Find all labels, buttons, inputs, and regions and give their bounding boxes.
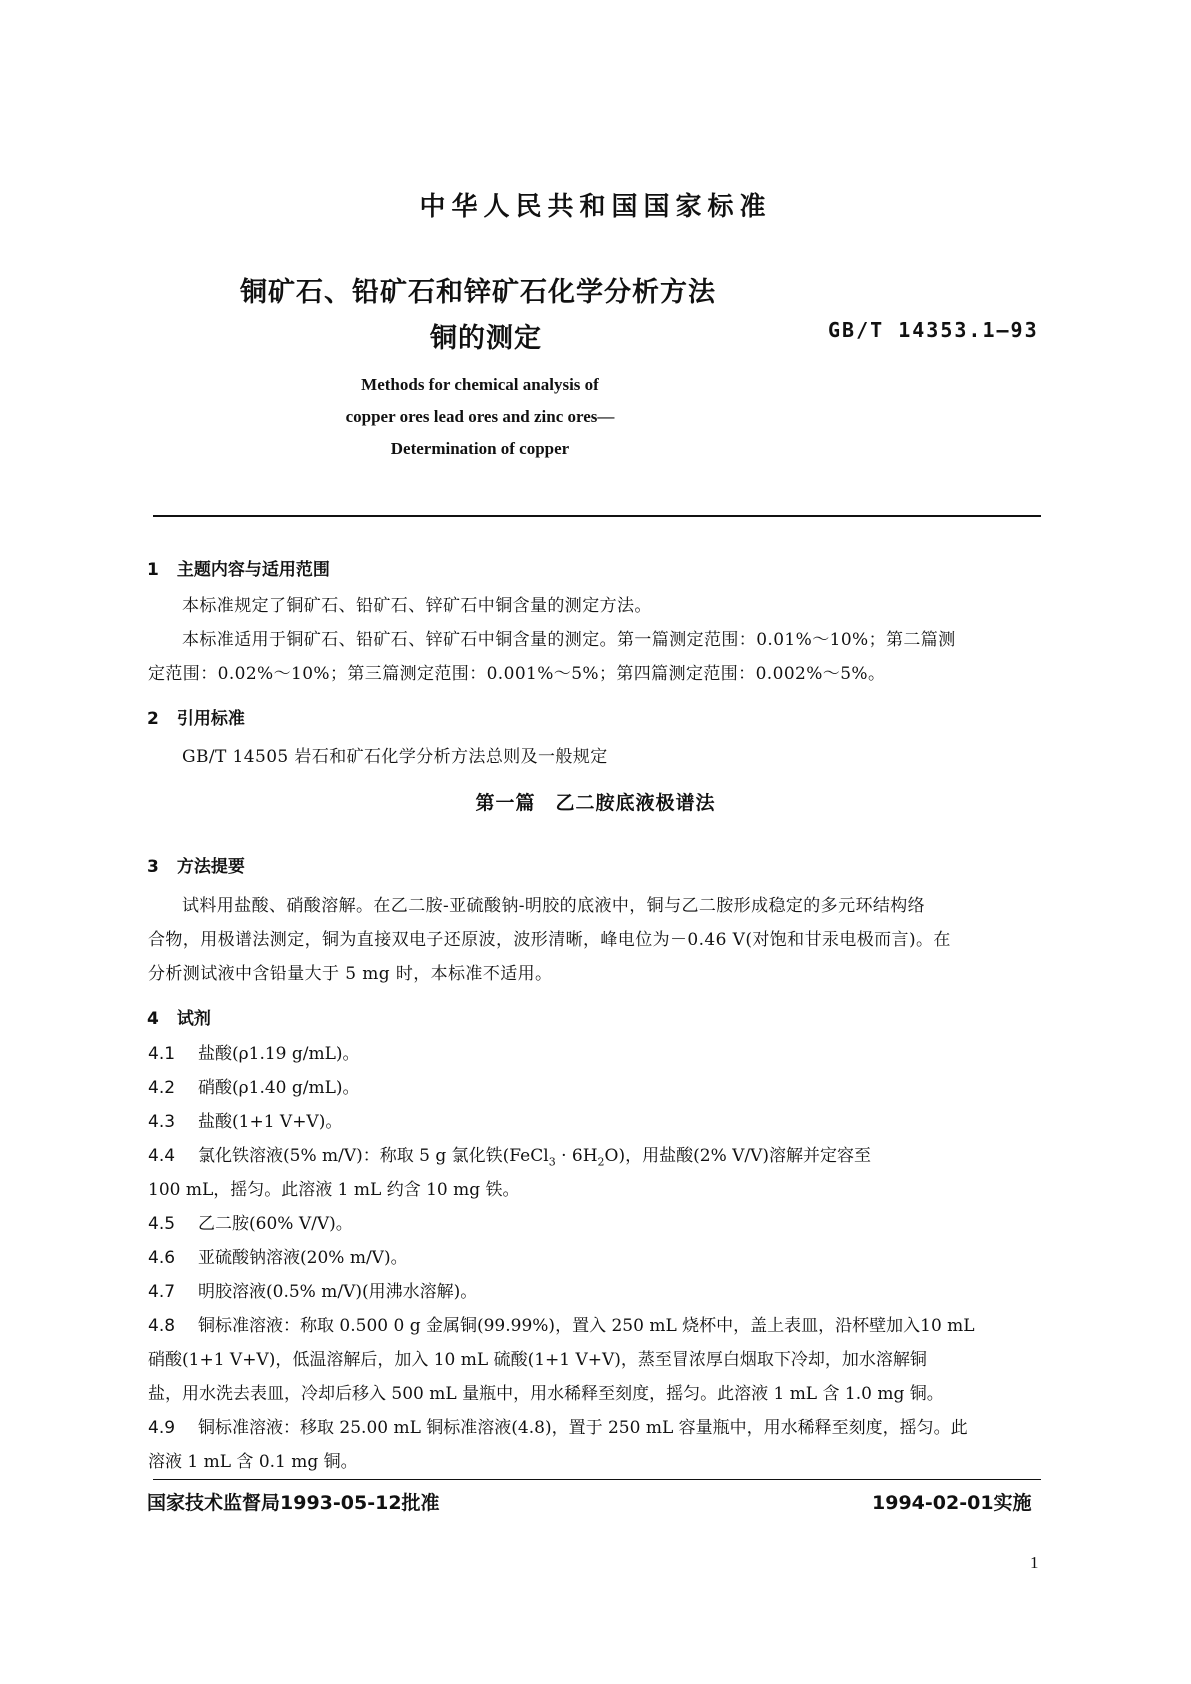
section-1-number: 1 [147, 560, 159, 580]
reagent-item [148, 1037, 360, 1071]
reagent-number: 4.8 [148, 1316, 176, 1336]
section-1-paragraph-1: 本标准规定了铜矿石、铅矿石、锌矿石中铜含量的测定方法。 [182, 596, 652, 616]
reagent-text: 明胶溶液(0.5% m/V)(用沸水溶解)。 [198, 1282, 478, 1302]
title-en-line2: copper ores lead ores and zinc ores— [345, 407, 615, 426]
title-en-line3: Determination of copper [390, 439, 570, 458]
reagent-text: 亚硫酸钠溶液(20% m/V)。 [198, 1248, 408, 1268]
effective-date: 1994-02-01实施 [872, 1492, 1032, 1514]
footer-divider [153, 1479, 1041, 1480]
reagent-text: 乙二胺(60% V/V)。 [198, 1214, 353, 1234]
section-1-heading [147, 555, 330, 580]
reagent-number: 4.1 [148, 1044, 176, 1064]
section-3-line1: 试料用盐酸、硝酸溶解。在乙二胺-亚硫酸钠-明胶的底液中，铜与乙二胺形成稳定的多元环结构络 [182, 896, 926, 916]
reagent-continuation: 100 mL，摇匀。此溶液 1 mL 约含 10 mg 铁。 [148, 1180, 520, 1200]
reagent-text: O)，用盐酸(2% V/V)溶解并定容至 [604, 1146, 872, 1166]
reagent-number: 4.9 [148, 1418, 176, 1438]
reagent-text: 铜标准溶液：称取 0.500 0 g 金属铜(99.99%)，置入 250 mL 烧杯中，盖上表皿，沿杯壁加入10 mL [198, 1316, 975, 1336]
header-divider [153, 515, 1041, 517]
section-1-title: 主题内容与适用范围 [176, 560, 330, 580]
reagent-text: · 6H [555, 1146, 598, 1166]
subscript: 2 [597, 1155, 605, 1169]
reagent-number: 4.7 [148, 1282, 176, 1302]
reagent-text: 盐酸(1+1 V+V)。 [198, 1112, 343, 1132]
page-number: 1 [1030, 1553, 1039, 1572]
reagent-item [148, 1275, 477, 1309]
section-3-heading [147, 852, 245, 877]
reagent-item [148, 1207, 353, 1241]
part-1-heading: 第一篇 乙二胺底液极谱法 [475, 792, 716, 814]
reagent-continuation: 盐，用水洗去表皿，冷却后移入 500 mL 量瓶中，用水稀释至刻度，摇匀。此溶液 1 mL 含 1.0 mg 铜。 [148, 1384, 944, 1404]
reagent-item [148, 1411, 968, 1445]
subscript: 3 [548, 1155, 556, 1169]
approval-note: 国家技术监督局1993-05-12批准 [147, 1492, 440, 1514]
reagent-text: 铜标准溶液：移取 25.00 mL 铜标准溶液(4.8)，置于 250 mL 容量瓶中，用水稀释至刻度，摇匀。此 [198, 1418, 968, 1438]
section-4-number: 4 [147, 1009, 159, 1029]
section-2-reference: GB/T 14505 岩石和矿石化学分析方法总则及一般规定 [182, 747, 608, 767]
section-1-paragraph-2-line1: 本标准适用于铜矿石、铅矿石、锌矿石中铜含量的测定。第一篇测定范围：0.01%～10%；第二篇测 [182, 630, 956, 650]
title-zh-line2: 铜的测定 [430, 323, 542, 354]
reagent-item [148, 1105, 342, 1139]
section-3-title: 方法提要 [176, 857, 245, 877]
reagent-item [148, 1071, 360, 1105]
reagent-item [148, 1309, 975, 1343]
section-3-line2: 合物，用极谱法测定，铜为直接双电子还原波，波形清晰，峰电位为－0.46 V(对饱和甘汞电极而言)。在 [148, 930, 951, 950]
section-2-title: 引用标准 [176, 709, 245, 729]
section-2-number: 2 [147, 709, 159, 729]
section-4-title: 试剂 [176, 1009, 211, 1029]
reagent-item [148, 1241, 408, 1275]
reagent-text: 盐酸(ρ1.19 g/mL)。 [198, 1044, 360, 1064]
standard-number: GB/T 14353.1—93 [828, 318, 1039, 342]
reagent-number: 4.5 [148, 1214, 176, 1234]
reagent-continuation: 溶液 1 mL 含 0.1 mg 铜。 [148, 1452, 358, 1472]
title-zh-line1: 铜矿石、铅矿石和锌矿石化学分析方法 [240, 277, 716, 308]
reagent-number: 4.2 [148, 1078, 176, 1098]
title-en-line1: Methods for chemical analysis of [361, 375, 599, 394]
section-4-heading [147, 1004, 211, 1029]
reagent-continuation: 硝酸(1+1 V+V)，低温溶解后，加入 10 mL 硫酸(1+1 V+V)，蒸至冒浓厚白烟取下冷却，加水溶解铜 [148, 1350, 927, 1370]
section-3-number: 3 [147, 857, 159, 877]
reagent-number: 4.4 [148, 1146, 176, 1166]
section-1-paragraph-2-line2: 定范围：0.02%～10%；第三篇测定范围：0.001%～5%；第四篇测定范围：0.002%～5%。 [148, 664, 886, 684]
reagent-number: 4.6 [148, 1248, 176, 1268]
reagent-text: 氯化铁溶液(5% m/V)：称取 5 g 氯化铁(FeCl [198, 1146, 549, 1166]
section-2-heading [147, 704, 245, 729]
standard-type-heading: 中华人民共和国国家标准 [419, 192, 772, 222]
reagent-number: 4.3 [148, 1112, 176, 1132]
section-3-line3: 分析测试液中含铅量大于 5 mg 时，本标准不适用。 [148, 964, 553, 984]
reagent-text: 硝酸(ρ1.40 g/mL)。 [198, 1078, 360, 1098]
